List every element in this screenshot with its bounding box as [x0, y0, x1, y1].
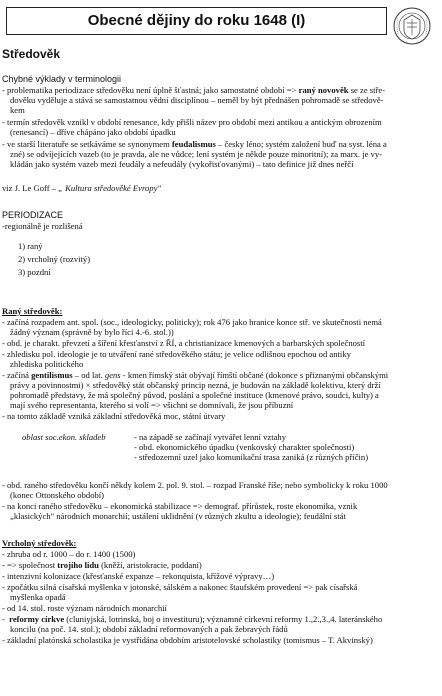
- high-line: - reformy církve (cluniyjská, lotrinská, boj o investituru); významné církevní reformy 1.,2.,3.,4. lateránského: [2, 614, 383, 624]
- text-fragment: – od lat.: [72, 370, 105, 380]
- list-item: 2) vrcholný (rozvitý): [18, 254, 91, 264]
- bold-term: raný novověk: [298, 85, 349, 95]
- early-line: - na konci raného středověku – ekonomická stabilizace => demograf. přírůstek, roste ekonomika, vznik: [2, 501, 358, 511]
- early-line: - na tomto základě vzniká základní středověká moc, státní útvary: [2, 411, 226, 421]
- early-line: - začíná rozpadem ant. spol. (soc., ideologicky, politicky); rok 476 jako hranice konce stř. ve skutečnosti nemá: [2, 317, 382, 327]
- section-heading: Středověk: [2, 47, 61, 61]
- early-line: - obd. je charakt. převzetí a šíření křesťanství z ŘÍ, a christianizace kmenových a barbarských společností: [2, 338, 366, 348]
- page-title: Obecné dějiny do roku 1648 (I): [6, 7, 387, 35]
- high-line: - zhruba od r. 1000 – do r. 1400 (1500): [2, 549, 136, 559]
- bold-term: gentilismus: [31, 370, 73, 380]
- early-line: (konec Ottonského období): [10, 490, 105, 500]
- high-line: - intenzivní kolonizace (křesťanské expanze – rekonquista, křížové výpravy…): [2, 571, 275, 581]
- bold-term: feudalismus: [171, 139, 216, 149]
- terminology-line: zné) se odvíjejících vazeb (to je pravda, ale ne vůdce; lení systém je někde pouze minoritní); za marx. je vy-: [10, 149, 383, 159]
- terminology-line: dověku vyděluje a stává se samostatnou vědní disciplínou – neměl by být přednášen pohromadě se středově-: [10, 95, 384, 105]
- text-fragment: - ve starší literatuře se setkáváme se synonymem: [2, 139, 172, 149]
- terminology-line: [2, 139, 387, 150]
- terminology-line: [2, 85, 385, 96]
- terminology-line: (renesancí) – dříve chápáno jako období úpadku: [10, 127, 176, 137]
- early-line: - zhledisku pol. ideologie je to utváření rané středověkého státu; je velice odlišnou epochou od antiky: [2, 349, 351, 359]
- text-fragment: - problematika periodizace středověku není úplně šťastná; jako samostatné období =>: [2, 85, 299, 95]
- text-fragment: – česky léno; systém založení buď na syst. léna a: [215, 139, 387, 149]
- terminology-heading: Chybné výklady v terminologii: [2, 74, 122, 84]
- text-fragment: - začíná: [2, 370, 32, 380]
- university-seal-icon: [392, 6, 432, 46]
- early-line: právy a povinnostmi) × středověký stát občanský princip nezná, je budován na základě kolektivu, který drží: [10, 380, 381, 390]
- text-fragment: - => společnost: [2, 560, 58, 570]
- text-fragment: (kněží, aristokracie, poddaní): [98, 560, 202, 570]
- aspect-item: - středozemní uzel jako komunikační trasa zaniká (z různých příčin): [134, 452, 369, 462]
- aspect-item: - na západě se začínají vytvářet lenní vztahy: [134, 432, 286, 442]
- high-line: - základní platónská scholastika je vystřídána obdobím aristotelovské scholastiky (tomismus – T. Akvinský): [2, 635, 373, 645]
- early-line: [2, 370, 388, 381]
- early-line: žádný význam (správně by bylo říci 4.-6. stol.)): [10, 327, 174, 337]
- text-fragment: viz J. Le Goff –: [2, 183, 59, 193]
- early-line: „klasických" národních monarchií; ustálení uklidnění (v různých zkultu a ideologie); feudální stát: [10, 511, 346, 521]
- periodization-heading: PERIODIZACE: [2, 210, 64, 220]
- text-fragment: (cluniyjská, lotrinská, boj o investituru); významné církevní reformy 1.,2.,3.,4. lateránského: [64, 614, 383, 624]
- terminology-line: kládán jako systém vazeb mezi feudály a nefeudály (vykořisťovanými) – tato definice již dnes neřčí: [10, 159, 354, 169]
- early-heading: Raný středověk:: [2, 306, 63, 316]
- early-line: mají svého representanta, kterého si volí => všichni se domnívali, že jsou příbuzní: [10, 400, 294, 410]
- high-line: - od 14. stol. roste význam národních monarchií: [2, 603, 167, 613]
- book-title: „ Kultura středověké Evropy": [58, 183, 161, 193]
- text-fragment: se ze stře-: [348, 85, 386, 95]
- terminology-line: kem: [10, 105, 25, 115]
- periodization-subtitle: -regionálně je rozlišená: [2, 221, 83, 231]
- aspects-label: oblast soc.ekon. skladeb: [22, 432, 106, 442]
- list-item: 1) raný: [18, 241, 43, 251]
- italic-term: gens: [104, 370, 121, 380]
- high-heading: Vrcholný středověk:: [2, 538, 77, 548]
- high-line: - zpočátku silná císařská myšlenka v jotonské, sálském a nakonec štaufském provedení => pak císařská: [2, 582, 358, 592]
- text-fragment: - kmen římský stát obývají římští občané (dokonce s přiznanými občanskými: [120, 370, 389, 380]
- early-line: - obd. raného středověku končí někdy kolem 2. pol. 9. stol. – rozpad Franské říše; nebo symbolicky k roku 1000: [2, 480, 388, 490]
- bold-term: reformy církve: [9, 614, 65, 624]
- bold-term: trojího lidu: [57, 560, 99, 570]
- terminology-line: - termín středověk vznikl v období renesance, kdy přišli název pro období mezi antikou a antickým obrozením: [2, 117, 382, 127]
- early-line: zhlediska politického: [10, 359, 84, 369]
- high-line: myšlenka opadá: [10, 592, 66, 602]
- high-line: koncilu (na poč. 14. stol.); období základní reformovaných a pak žebravých řádů: [10, 624, 288, 634]
- list-item: 3) pozdní: [18, 267, 51, 277]
- aspect-item: - obd. ekonomického úpadku (venkovský charakter společnosti): [134, 442, 355, 452]
- early-line: pohromadě představy, že má společný původ, poslání a společné instituce (kmenové právo, soudci, kulty) a: [10, 390, 379, 400]
- high-line: [2, 560, 202, 571]
- reference-line: [2, 183, 161, 194]
